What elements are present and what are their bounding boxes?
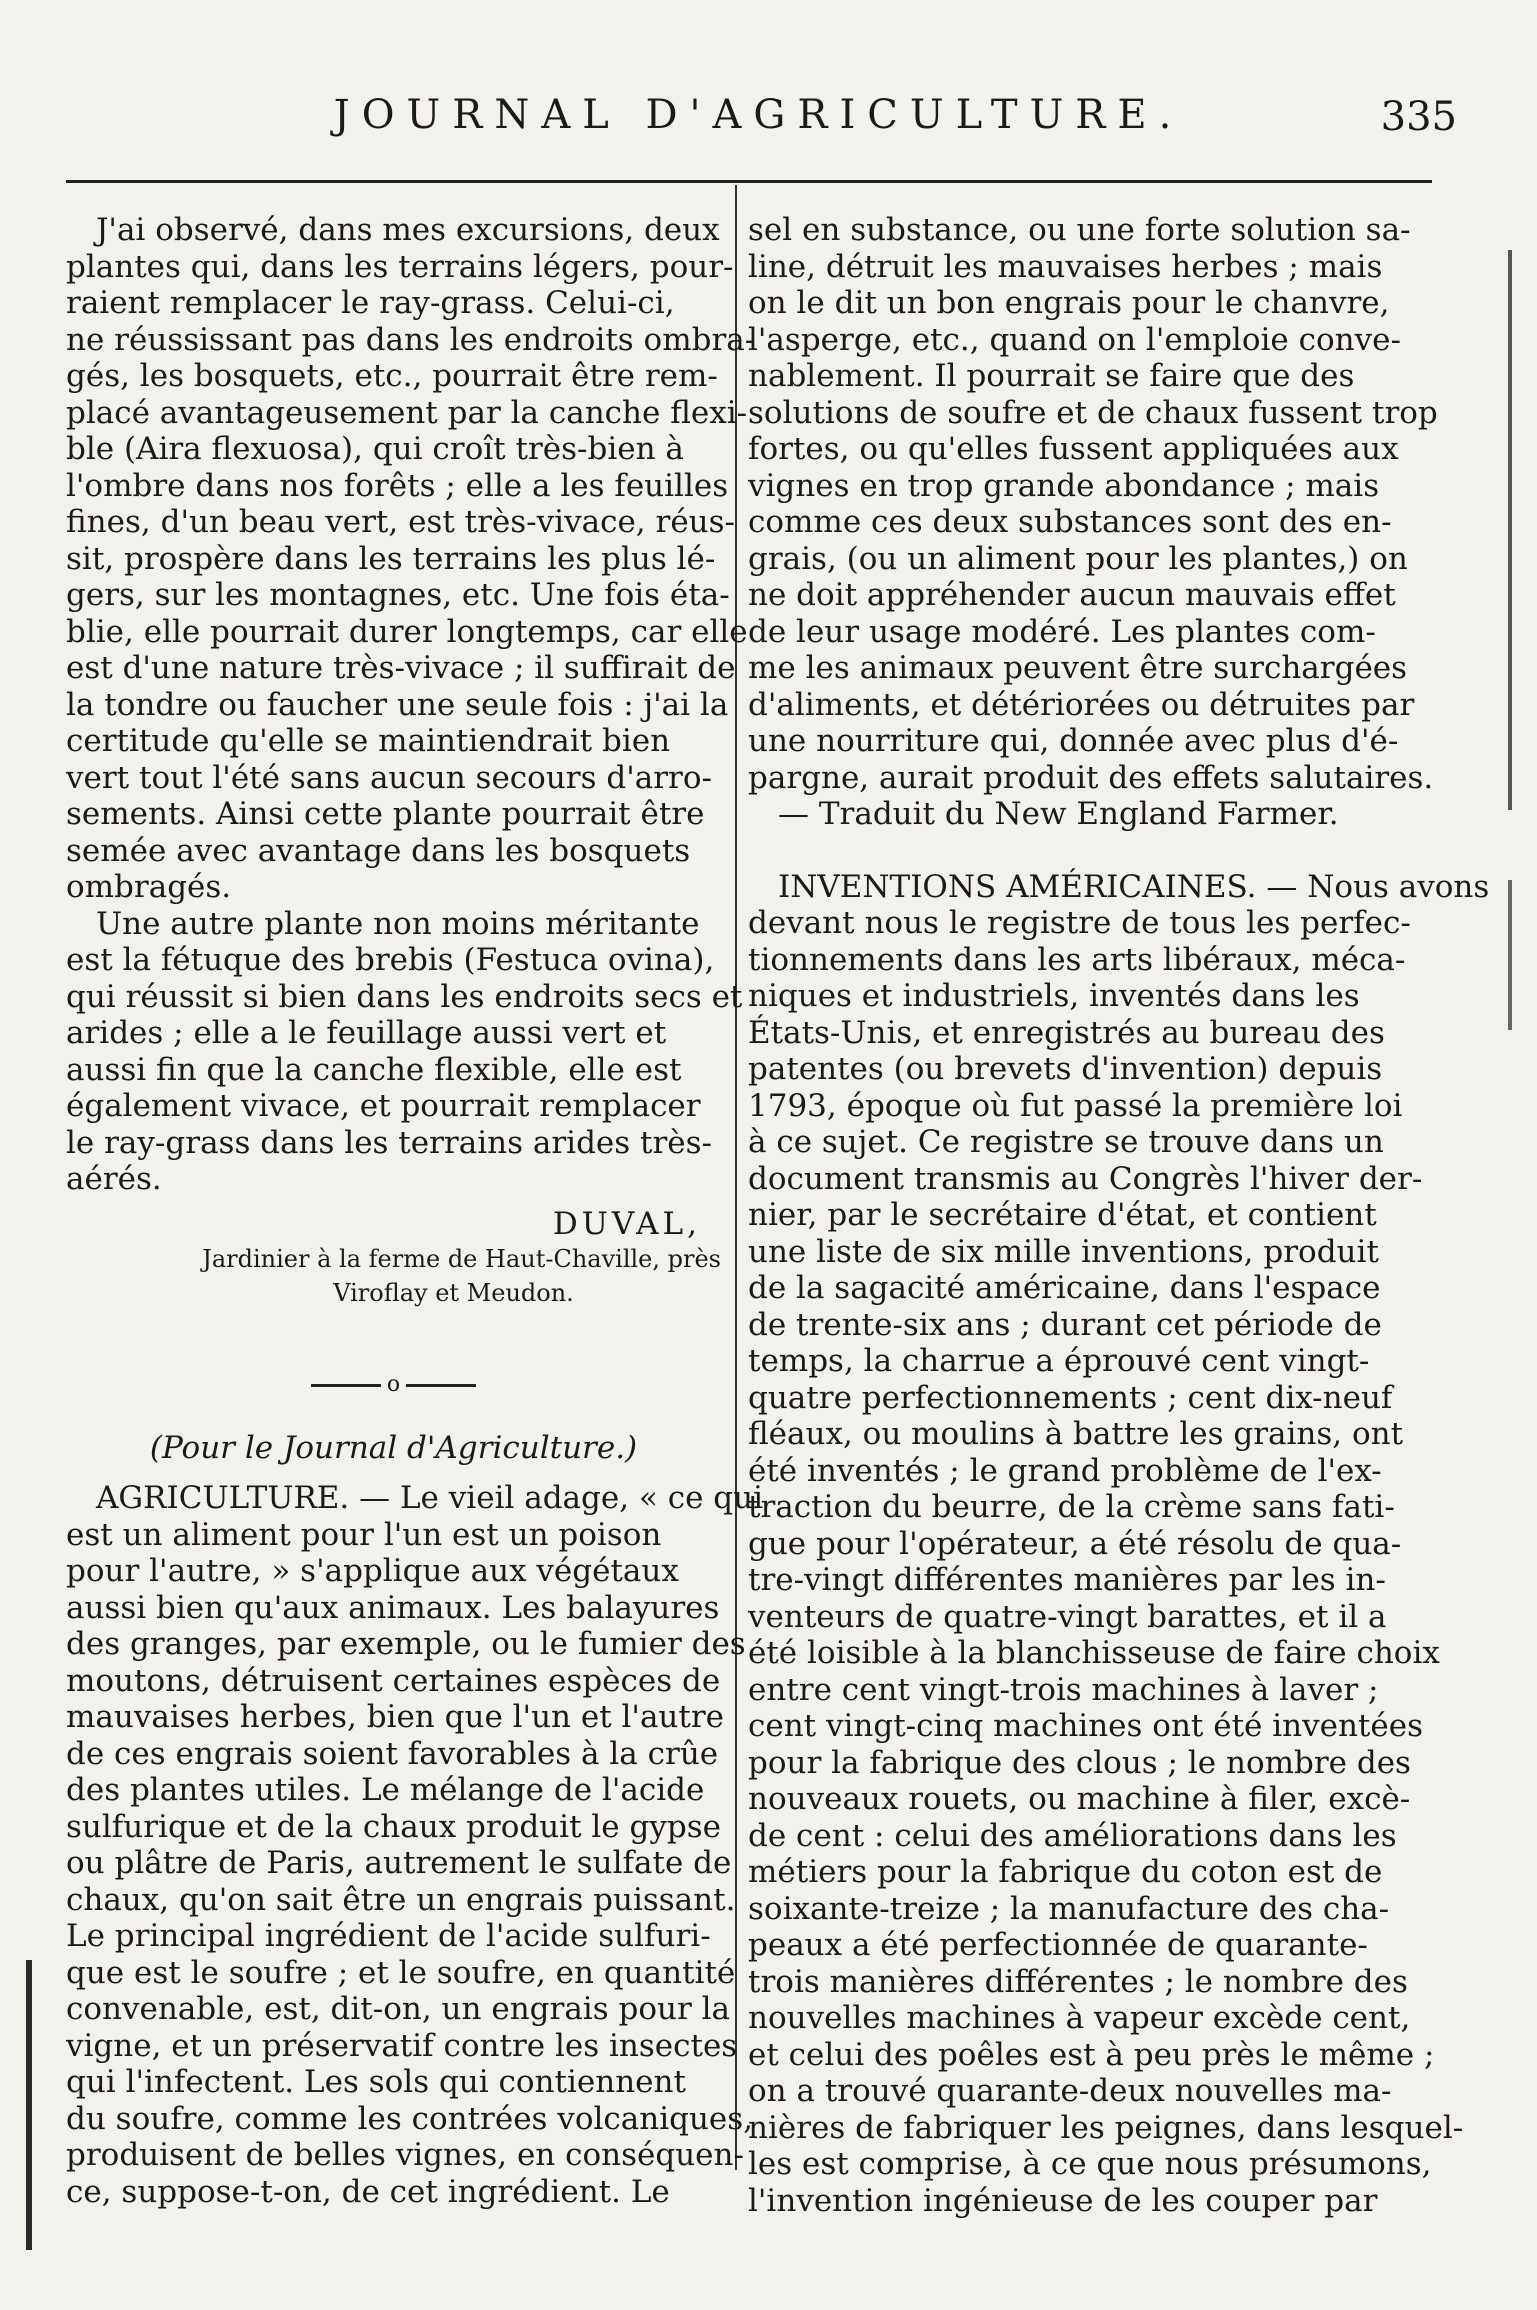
text-line: plantes qui, dans les terrains légers, pour-	[66, 248, 734, 285]
text-line: métiers pour la fabrique du coton est de	[748, 1854, 1383, 1890]
text-line: gers, sur les montagnes, etc. Une fois éta-	[66, 577, 730, 613]
text-line: produisent de belles vignes, en conséquen-	[66, 2137, 744, 2173]
text-line: et celui des poêles est à peu près le même ;	[748, 2036, 1435, 2073]
text-line: des granges, par exemple, ou le fumier des	[66, 1626, 746, 1662]
signature-role: Jardinier à la ferme de Haut-Chaville, près	[202, 1245, 721, 1273]
text-line: de cent : celui des améliorations dans les	[748, 1817, 1397, 1854]
text-line: venteurs de quatre-vingt barattes, et il a	[748, 1598, 1387, 1635]
text-line: fléaux, ou moulins à battre les grains, ont	[748, 1416, 1404, 1452]
text-line: sements. Ainsi cette plante pourrait être	[66, 796, 705, 832]
text-line: ou plâtre de Paris, autrement le sulfate de	[66, 1845, 732, 1881]
text-line: moutons, détruisent certaines espèces de	[66, 1662, 721, 1699]
text-line: les est comprise, à ce que nous présumons,	[748, 2146, 1432, 2182]
text-line: l'asperge, etc., quand on l'emploie conve-	[748, 321, 1401, 358]
text-line: document transmis au Congrès l'hiver der-	[748, 1160, 1423, 1197]
text-line: est la fétuque des brebis (Festuca ovina),	[66, 942, 715, 978]
text-line: nières de fabriquer les peignes, dans lesquel-	[748, 2109, 1464, 2146]
text-line: certitude qu'elle se maintiendrait bien	[66, 723, 671, 759]
text-line: convenable, est, dit-on, un engrais pour la	[66, 1991, 731, 2027]
text-line: mauvaises herbes, bien que l'un et l'autre	[66, 1699, 725, 1735]
text-line: fortes, ou qu'elles fussent appliquées aux	[748, 431, 1399, 467]
column-divider	[735, 185, 737, 2170]
text-line: sulfurique et de la chaux produit le gypse	[66, 1808, 721, 1845]
paragraph-observation	[66, 212, 756, 906]
text-line: ce, suppose-t-on, de cet ingrédient. Le	[66, 2173, 670, 2210]
text-line: aussi bien qu'aux animaux. Les balayures	[66, 1589, 720, 1626]
text-line: cent vingt-cinq machines ont été inventées	[748, 1708, 1423, 1744]
text-line: été inventés ; le grand problème de l'ex-	[748, 1452, 1382, 1489]
text-line: nouvelles machines à vapeur excède cent,	[748, 2000, 1411, 2036]
section-separator	[66, 1350, 721, 1420]
text-line: que est le soufre ; et le soufre, en quantité	[66, 1954, 736, 1991]
right-margin-bar-top	[1508, 250, 1512, 810]
text-line: peaux a été perfectionnée de quarante-	[748, 1927, 1368, 1963]
text-line: tionnements dans les arts libéraux, méca-	[748, 941, 1406, 978]
right-column	[748, 212, 1490, 2219]
text-line: pour la fabrique des clous ; le nombre des	[748, 1744, 1411, 1781]
text-line: entre cent vingt-trois machines à laver ;	[748, 1671, 1379, 1708]
running-title: JOURNAL D'AGRICULTURE.	[333, 92, 1184, 138]
text-line: pour l'autre, » s'applique aux végétaux	[66, 1553, 679, 1589]
signature-place: Viroflay et Meudon.	[333, 1279, 574, 1307]
article-byline: (Pour le Journal d'Agriculture.)	[149, 1430, 638, 1466]
text-line: chaux, qu'on sait être un engrais puissant.	[66, 1881, 736, 1918]
text-line: sel en substance, ou une forte solution sa-	[748, 212, 1411, 248]
text-line: ble (Aira flexuosa), qui croît très-bien à	[66, 431, 684, 467]
text-line: ne doit appréhender aucun mauvais effet	[748, 577, 1396, 613]
text-line: de ces engrais soient favorables à la crûe	[66, 1735, 719, 1772]
separator-rule	[406, 1384, 476, 1387]
text-line: une liste de six mille inventions, produit	[748, 1233, 1379, 1270]
text-line: à ce sujet. Ce registre se trouve dans un	[748, 1124, 1384, 1160]
text-line: Le principal ingrédient de l'acide sulfuri-	[66, 1918, 711, 1954]
text-line: AGRICULTURE. — Le vieil adage, « ce qui	[96, 1480, 764, 1516]
text-line: placé avantageusement par la canche flexi-	[66, 394, 748, 431]
text-line: niques et industriels, inventés dans les	[748, 978, 1360, 1014]
text-line: d'aliments, et détériorées ou détruites par	[748, 686, 1415, 723]
text-line: des plantes utiles. Le mélange de l'acide	[66, 1772, 705, 1808]
text-line: nablement. Il pourrait se faire que des	[748, 358, 1355, 394]
text-line: vert tout l'été sans aucun secours d'arro-	[66, 759, 712, 796]
text-line: aussi fin que la canche flexible, elle est	[66, 1051, 682, 1088]
signature-name: DUVAL,	[552, 1205, 701, 1242]
text-line: grais, (ou un aliment pour les plantes,) on	[748, 540, 1408, 577]
text-line: la tondre ou faucher une seule fois : j'ai la	[66, 686, 729, 723]
text-line: est un aliment pour l'un est un poison	[66, 1516, 662, 1553]
text-line: on a trouvé quarante-deux nouvelles ma-	[748, 2073, 1392, 2109]
text-line: J'ai observé, dans mes excursions, deux	[96, 212, 720, 248]
text-line: qui réussit si bien dans les endroits secs et	[66, 978, 743, 1015]
paragraph-fescue	[66, 905, 743, 1198]
text-line: gés, les bosquets, etc., pourrait être rem-	[66, 358, 718, 394]
paragraph-inventions	[748, 868, 1490, 2220]
text-line: semée avec avantage dans les bosquets	[66, 832, 691, 869]
text-line: patentes (ou brevets d'invention) depuis	[748, 1051, 1383, 1087]
text-line: l'ombre dans nos forêts ; elle a les feuilles	[66, 467, 729, 504]
text-line: tre-vingt différentes manières par les in-	[748, 1562, 1386, 1598]
signature-block	[66, 1206, 721, 1311]
text-line: qui l'infectent. Les sols qui contiennent	[66, 2064, 686, 2100]
text-line: ombragés.	[66, 869, 232, 905]
left-margin-bar	[26, 1960, 32, 2250]
text-line: devant nous le registre de tous les perfec-	[748, 905, 1411, 941]
text-line: nouveaux rouets, ou machine à filer, excè-	[748, 1781, 1411, 1817]
text-line: États-Unis, et enregistrés au bureau des	[748, 1014, 1385, 1051]
text-line: raient remplacer le ray-grass. Celui-ci,	[66, 285, 675, 321]
page-number: 335	[1380, 94, 1457, 140]
text-line: gue pour l'opérateur, a été résolu de qua-	[748, 1525, 1402, 1562]
text-line: vigne, et un préservatif contre les insectes	[66, 2027, 738, 2064]
text-line: blie, elle pourrait durer longtemps, car elle	[66, 613, 748, 650]
text-line: solutions de soufre et de chaux fussent trop	[748, 394, 1438, 431]
text-line: de la sagacité américaine, dans l'espace	[748, 1270, 1381, 1306]
text-line: vignes en trop grande abondance ; mais	[748, 467, 1380, 504]
text-line: de leur usage modéré. Les plantes com-	[748, 613, 1376, 650]
text-line: est d'une nature très-vivace ; il suffirait de	[66, 650, 736, 686]
header-rule	[66, 180, 1432, 183]
text-line: l'invention ingénieuse de les couper par	[748, 2182, 1378, 2219]
text-line: nier, par le secrétaire d'état, et contient	[748, 1197, 1377, 1233]
text-line: trois manières différentes ; le nombre des	[748, 1963, 1408, 2000]
paragraph-salt	[748, 212, 1438, 833]
text-line: fines, d'un beau vert, est très-vivace, réus-	[66, 504, 736, 540]
text-line: sit, prospère dans les terrains les plus lé-	[66, 540, 716, 577]
left-column	[66, 212, 764, 2210]
text-line: 1793, époque où fut passé la première loi	[748, 1087, 1403, 1124]
text-line: on le dit un bon engrais pour le chanvre,	[748, 285, 1390, 321]
text-line: une nourriture qui, donnée avec plus d'é-	[748, 723, 1399, 759]
text-line: également vivace, et pourrait remplacer	[66, 1088, 701, 1124]
paragraph-gap	[748, 833, 1398, 869]
text-line: comme ces deux substances sont des en-	[748, 504, 1392, 540]
paragraph-agriculture	[66, 1480, 764, 2210]
separator-ornament: o	[386, 1371, 401, 1397]
text-line: le ray-grass dans les terrains arides très-	[66, 1124, 713, 1161]
text-line: pargne, aurait produit des effets salutaires.	[748, 759, 1434, 796]
text-line: arides ; elle a le feuillage aussi vert et	[66, 1015, 667, 1051]
text-line: aérés.	[66, 1161, 162, 1197]
text-line: quatre perfectionnements ; cent dix-neuf	[748, 1379, 1393, 1416]
text-line: été loisible à la blanchisseuse de faire choix	[748, 1635, 1440, 1671]
text-line: du soufre, comme les contrées volcaniques,	[66, 2100, 754, 2137]
text-line: traction du beurre, de la crème sans fati-	[748, 1489, 1395, 1525]
page-header	[60, 92, 1457, 152]
right-margin-bar-mid	[1508, 880, 1512, 1030]
text-line: line, détruit les mauvaises herbes ; mais	[748, 248, 1383, 285]
separator-rule	[311, 1384, 381, 1387]
text-line: INVENTIONS AMÉRICAINES. — Nous avons	[778, 868, 1490, 905]
text-line: Une autre plante non moins méritante	[96, 905, 700, 942]
text-line: me les animaux peuvent être surchargées	[748, 650, 1408, 686]
text-line: soixante-treize ; la manufacture des cha-	[748, 1890, 1390, 1927]
text-line: — Traduit du New England Farmer.	[778, 796, 1339, 832]
text-line: temps, la charrue a éprouvé cent vingt-	[748, 1343, 1370, 1379]
text-line: de trente-six ans ; durant cet période de	[748, 1306, 1382, 1343]
text-line: ne réussissant pas dans les endroits ombra-	[66, 321, 756, 358]
